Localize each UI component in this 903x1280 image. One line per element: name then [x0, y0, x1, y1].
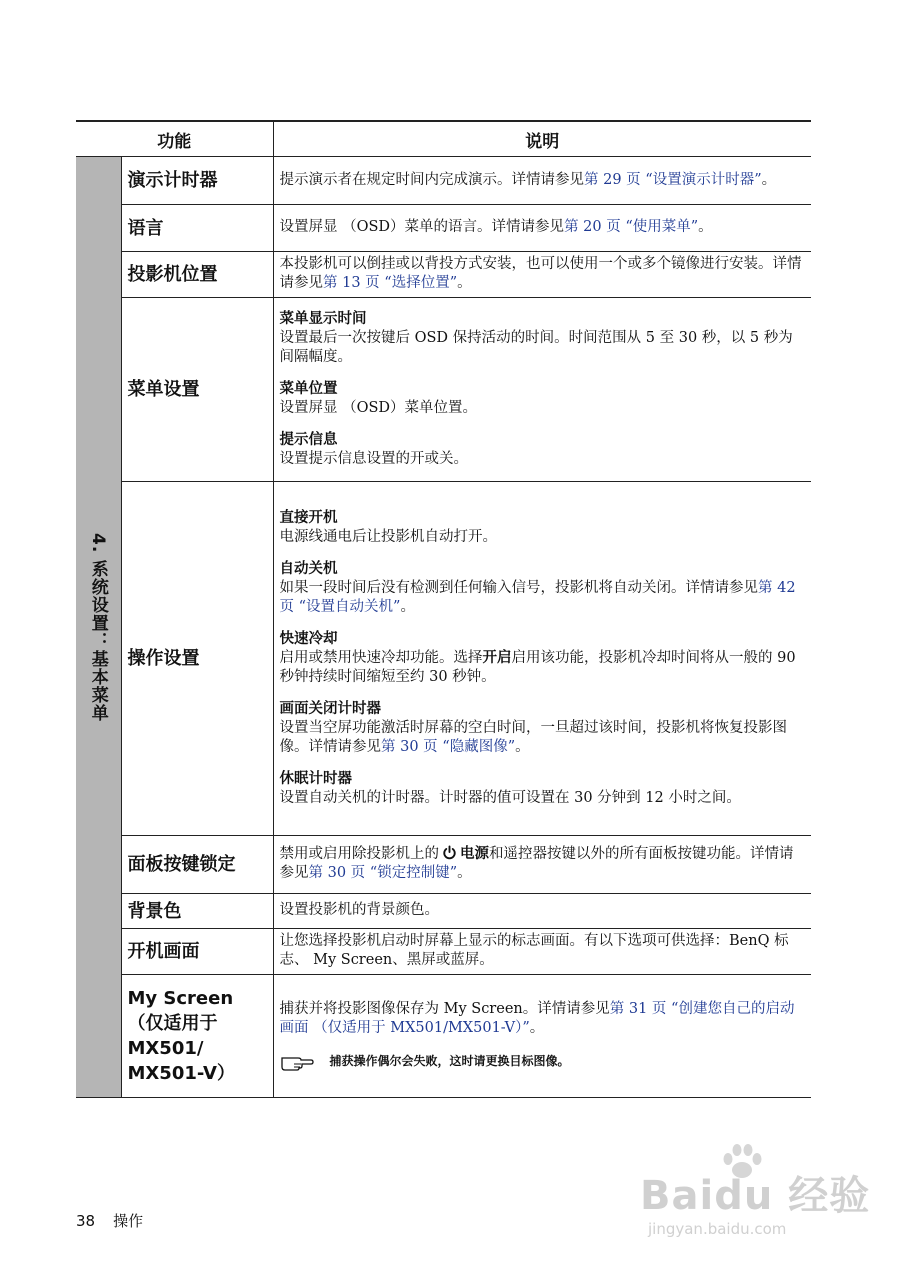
sub-setting — [280, 630, 806, 687]
table-row — [76, 929, 811, 975]
feature-description: 让您选择投影机启动时屏幕上显示的标志画面。有以下选项可供选择：BenQ 标志、 My Screen、黑屏或蓝屏。 — [273, 929, 811, 975]
sub-setting-title: 菜单位置 — [279, 380, 338, 397]
note-text: 捕获操作偶尔会失败，这时请更换目标图像。 — [329, 1053, 570, 1068]
footer-section: 操作 — [113, 1212, 144, 1230]
note — [280, 1052, 806, 1072]
table-header-row — [76, 121, 811, 157]
watermark — [640, 1140, 880, 1260]
feature-description — [273, 482, 811, 836]
sub-setting-title: 提示信息 — [279, 431, 338, 448]
page-reference-link[interactable]: 第 31 页 “创建您自己的启动画面 （仅适用于 MX501/MX501-V）” — [279, 1000, 795, 1036]
table-row — [76, 205, 811, 252]
feature-name: 面板按键锁定 — [121, 836, 273, 894]
sub-setting-text: 电源线通电后让投影机自动打开。 — [279, 528, 497, 545]
table-row — [76, 894, 811, 929]
page-number: 38 — [76, 1212, 96, 1230]
sub-setting — [280, 509, 806, 547]
feature-description: 禁用或启用除投影机上的 电源和遥控器按键以外的所有面板按键功能。详情请参见第 30 页 “锁定控制键”。 — [273, 836, 811, 894]
sub-setting — [280, 770, 806, 808]
feature-table — [76, 120, 811, 1098]
feature-description: 设置投影机的背景颜色。 — [273, 894, 811, 929]
table-row — [76, 836, 811, 894]
sub-setting — [280, 431, 806, 469]
page-reference-link[interactable]: 第 42 页 “设置自动关机” — [279, 579, 796, 615]
sub-setting-title: 菜单显示时间 — [279, 310, 367, 327]
table-row — [76, 975, 811, 1098]
section-label: 4. 系统设置：基本菜单 — [87, 533, 108, 723]
feature-description: 捕获并将投影图像保存为 My Screen。详情请参见第 31 页 “创建您自己的启动画面 （仅适用于 MX501/MX501-V）”。 捕获操作偶尔会失败，这时请更换目标图像。 — [273, 975, 811, 1098]
section-cell — [76, 157, 121, 1098]
power-icon — [442, 845, 457, 860]
sub-setting-title: 自动关机 — [279, 560, 338, 577]
feature-description: 提示演示者在规定时间内完成演示。详情请参见第 29 页 “设置演示计时器”。 — [273, 157, 811, 205]
sub-setting — [280, 700, 806, 757]
feature-name: 语言 — [121, 205, 273, 252]
sub-setting — [280, 560, 806, 617]
feature-name: 演示计时器 — [121, 157, 273, 205]
sub-setting-text: 如果一段时间后没有检测到任何输入信号，投影机将自动关闭。详情请参见第 42 页 “设置自动关机”。 — [279, 579, 796, 615]
sub-setting-title: 画面关闭计时器 — [279, 700, 381, 717]
sub-setting-text: 设置屏显 （OSD）菜单位置。 — [279, 399, 478, 416]
sub-setting-text: 设置当空屏功能激活时屏幕的空白时间，一旦超过该时间，投影机将恢复投影图像。详情请参见第 30 页 “隐藏图像”。 — [279, 719, 787, 755]
feature-name: My Screen （仅适用于 MX501/ MX501-V） — [121, 975, 273, 1098]
sub-setting-text: 设置最后一次按键后 OSD 保持活动的时间。时间范围从 5 至 30 秒，以 5 秒为间隔幅度。 — [279, 329, 793, 365]
sub-setting-title: 直接开机 — [279, 509, 338, 526]
watermark-url: jingyan.baidu.com — [648, 1220, 787, 1238]
sub-setting-title: 快速冷却 — [279, 630, 338, 647]
page-reference-link[interactable]: 第 20 页 “使用菜单” — [564, 219, 699, 235]
sub-setting-title: 休眠计时器 — [279, 770, 352, 787]
sub-setting-text: 启用或禁用快速冷却功能。选择开启启用该功能，投影机冷却时间将从一般的 90 秒钟持续时间缩短至约 30 秒钟。 — [279, 649, 796, 685]
hand-pointer-icon — [280, 1052, 314, 1072]
table-row — [76, 157, 811, 205]
page-reference-link[interactable]: 第 30 页 “锁定控制键” — [308, 865, 458, 881]
watermark-logo: Baidu 经验 — [640, 1173, 871, 1219]
feature-name: 背景色 — [121, 894, 273, 929]
table-row — [76, 252, 811, 298]
feature-description: 设置屏显 （OSD）菜单的语言。详情请参见第 20 页 “使用菜单”。 — [273, 205, 811, 252]
page-reference-link[interactable]: 第 30 页 “隐藏图像” — [381, 738, 516, 755]
table-row — [76, 482, 811, 836]
feature-name: 开机画面 — [121, 929, 273, 975]
header-description: 说明 — [273, 121, 811, 157]
feature-name: 菜单设置 — [121, 298, 273, 482]
page-reference-link[interactable]: 第 29 页 “设置演示计时器” — [584, 171, 762, 188]
sub-setting-text: 设置自动关机的计时器。计时器的值可设置在 30 分钟到 12 小时之间。 — [279, 789, 741, 806]
page-footer — [76, 1210, 143, 1231]
page-reference-link[interactable]: 第 13 页 “选择位置” — [323, 275, 458, 291]
sub-setting-text: 设置提示信息设置的开或关。 — [279, 450, 468, 467]
header-feature: 功能 — [76, 121, 273, 157]
sub-setting — [280, 380, 806, 418]
sub-setting — [280, 310, 806, 367]
feature-name: 操作设置 — [121, 482, 273, 836]
table-row — [76, 298, 811, 482]
feature-name: 投影机位置 — [121, 252, 273, 298]
feature-description: 本投影机可以倒挂或以背投方式安装，也可以使用一个或多个镜像进行安装。详情请参见第 13 页 “选择位置”。 — [273, 252, 811, 298]
feature-description — [273, 298, 811, 482]
